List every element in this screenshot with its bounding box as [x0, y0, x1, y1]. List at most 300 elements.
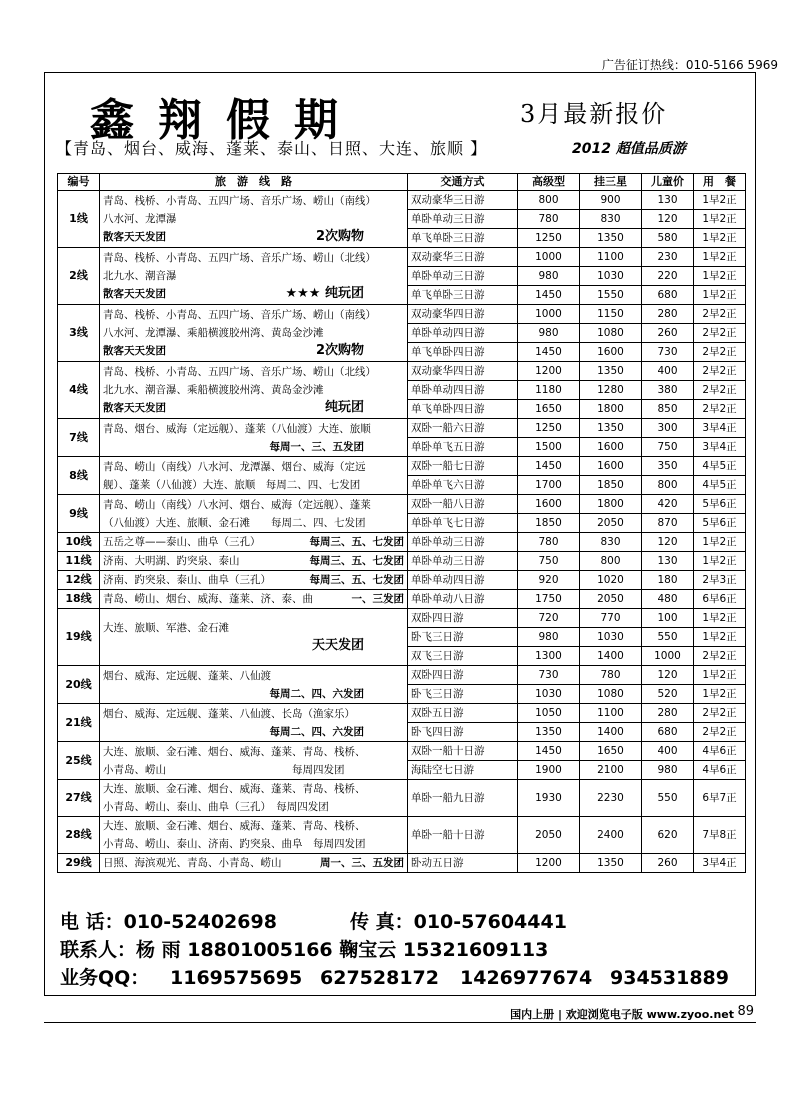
meal-plan: 1早2正: [694, 191, 746, 210]
route-notes: [103, 685, 404, 703]
price-child: 980: [642, 761, 694, 780]
route-code: 11线: [58, 552, 100, 571]
route-code: 7线: [58, 419, 100, 457]
price-three-star: 1650: [580, 742, 642, 761]
price-three-star: 1400: [580, 723, 642, 742]
price-three-star: 1080: [580, 324, 642, 343]
price-premium: 1030: [518, 685, 580, 704]
transport-mode: 双卧五日游: [408, 704, 518, 723]
meal-plan: 2早2正: [694, 647, 746, 666]
price-three-star: 1600: [580, 343, 642, 362]
table-row: [58, 817, 746, 854]
price-premium: 1000: [518, 305, 580, 324]
table-row: [58, 457, 746, 476]
price-three-star: 1850: [580, 476, 642, 495]
route-code: 3线: [58, 305, 100, 362]
transport-mode: 海陆空七日游: [408, 761, 518, 780]
tour-feature-note: 纯玩团: [324, 400, 364, 415]
transport-mode: 单卧单动三日游: [408, 267, 518, 286]
meal-plan: 1早2正: [694, 533, 746, 552]
meal-plan: 1早2正: [694, 210, 746, 229]
price-child: 800: [642, 476, 694, 495]
transport-mode: 单卧单动四日游: [408, 571, 518, 590]
price-child: 1000: [642, 647, 694, 666]
tour-feature-note: 2次购物: [315, 229, 364, 244]
tour-feature-note: ★★★ 纯玩团: [285, 286, 364, 301]
price-premium: 800: [518, 191, 580, 210]
meal-plan: 2早2正: [694, 704, 746, 723]
transport-mode: 双动豪华四日游: [408, 362, 518, 381]
route-line: 济南、大明湖、趵突泉、泰山: [103, 555, 240, 567]
price-premium: 780: [518, 210, 580, 229]
transport-mode: 单卧一船九日游: [408, 780, 518, 817]
route-code: 29线: [58, 854, 100, 873]
route-description: [100, 305, 408, 362]
route-line: 大连、旅顺、金石滩、烟台、威海、蓬莱、青岛、栈桥、: [103, 820, 366, 832]
meal-plan: 4早5正: [694, 476, 746, 495]
price-premium: 920: [518, 571, 580, 590]
route-description: [100, 495, 408, 533]
route-code: 27线: [58, 780, 100, 817]
route-line: 八水河、龙潭瀑: [103, 213, 177, 225]
departure-note: 每周三、五、七发团: [309, 555, 404, 567]
price-premium: 1930: [518, 780, 580, 817]
meal-plan: 2早3正: [694, 571, 746, 590]
price-premium: 1700: [518, 476, 580, 495]
price-three-star: 1100: [580, 704, 642, 723]
route-description: [100, 248, 408, 305]
price-child: 260: [642, 324, 694, 343]
price-three-star: 1400: [580, 647, 642, 666]
transport-mode: 双动豪华三日游: [408, 191, 518, 210]
route-description: [100, 533, 408, 552]
transport-mode: 单卧一船十日游: [408, 817, 518, 854]
price-child: 120: [642, 533, 694, 552]
price-premium: 1450: [518, 286, 580, 305]
meal-plan: 1早2正: [694, 267, 746, 286]
table-row: [58, 362, 746, 381]
table-row: [58, 495, 746, 514]
meal-plan: 4早6正: [694, 742, 746, 761]
route-line: 青岛、崂山、烟台、威海、蓬莱、济、泰、曲: [103, 593, 313, 605]
phone-number: 电 话：010-52402698: [60, 911, 277, 933]
price-child: 230: [642, 248, 694, 267]
contact-line-phone: [60, 908, 750, 936]
transport-mode: 双卧一船六日游: [408, 419, 518, 438]
route-description: [100, 419, 408, 457]
route-line: 青岛、崂山（南线）八水河、烟台、威海（定远舰）、蓬莱: [103, 498, 371, 511]
transport-mode: 单卧单动四日游: [408, 324, 518, 343]
route-description: [100, 780, 408, 817]
meal-plan: 3早4正: [694, 419, 746, 438]
transport-mode: 卧动五日游: [408, 854, 518, 873]
price-three-star: 1350: [580, 362, 642, 381]
transport-mode: 双卧四日游: [408, 666, 518, 685]
route-line: 北九水、潮音瀑: [103, 270, 177, 282]
price-child: 280: [642, 305, 694, 324]
table-row: [58, 854, 746, 873]
price-three-star: 1280: [580, 381, 642, 400]
tour-feature-note: 每周二、四、六发团: [269, 687, 364, 700]
price-three-star: 1030: [580, 267, 642, 286]
column-header: 挂三星: [580, 174, 642, 191]
qq-label: 业务QQ：: [60, 967, 150, 989]
route-notes: [103, 342, 404, 360]
transport-mode: 单飞单卧三日游: [408, 229, 518, 248]
route-line: 小青岛、崂山 每周四发团: [103, 763, 345, 776]
route-code: 10线: [58, 533, 100, 552]
route-description: [100, 609, 408, 666]
price-three-star: 2100: [580, 761, 642, 780]
price-premium: 1450: [518, 343, 580, 362]
table-row: [58, 419, 746, 438]
price-three-star: 830: [580, 210, 642, 229]
price-premium: 1180: [518, 381, 580, 400]
slogan: 2012 超值品质游: [572, 141, 686, 157]
route-code: 4线: [58, 362, 100, 419]
price-child: 100: [642, 609, 694, 628]
price-child: 620: [642, 817, 694, 854]
route-line: 青岛、栈桥、小青岛、五四广场、音乐广场、崂山（南线）: [103, 195, 376, 207]
departure-note: 散客天天发团: [103, 402, 166, 414]
route-line: 小青岛、崂山、泰山、曲阜（三孔） 每周四发团: [103, 801, 329, 813]
table-row: [58, 305, 746, 324]
route-description: [100, 704, 408, 742]
route-line: 大连、旅顺、金石滩、烟台、威海、蓬莱、青岛、栈桥、: [103, 783, 366, 795]
meal-plan: 1早2正: [694, 628, 746, 647]
price-three-star: 830: [580, 533, 642, 552]
meal-plan: 5早6正: [694, 495, 746, 514]
column-header: 编号: [58, 174, 100, 191]
meal-plan: 7早8正: [694, 817, 746, 854]
route-line: 青岛、栈桥、小青岛、五四广场、音乐广场、崂山（南线）: [103, 309, 376, 321]
footer-rule: [44, 1022, 756, 1023]
transport-mode: 卧飞三日游: [408, 685, 518, 704]
price-child: 120: [642, 666, 694, 685]
meal-plan: 1早2正: [694, 286, 746, 305]
route-code: 21线: [58, 704, 100, 742]
route-line: 青岛、烟台、威海（定远舰）、蓬莱（八仙渡）大连、旅顺: [103, 422, 371, 435]
route-code: 25线: [58, 742, 100, 780]
price-three-star: 770: [580, 609, 642, 628]
qq-number: 1426977674: [460, 967, 593, 989]
route-notes: [103, 399, 404, 417]
price-three-star: 900: [580, 191, 642, 210]
table-row: [58, 780, 746, 817]
price-three-star: 2400: [580, 817, 642, 854]
meal-plan: 1早2正: [694, 248, 746, 267]
price-child: 550: [642, 780, 694, 817]
price-premium: 1250: [518, 229, 580, 248]
route-notes: [103, 637, 404, 655]
route-description: [100, 571, 408, 590]
route-code: 2线: [58, 248, 100, 305]
contact-persons: 联系人：杨 雨 18801005166 鞠宝云 15321609113: [60, 939, 549, 961]
meal-plan: 4早6正: [694, 761, 746, 780]
price-premium: 730: [518, 666, 580, 685]
price-premium: 1900: [518, 761, 580, 780]
route-notes: [103, 228, 404, 246]
route-line: 八水河、龙潭瀑、乘船横渡胶州湾、黄岛金沙滩: [103, 327, 324, 339]
ad-hotline: 广告征订热线：010-5166 5969: [601, 58, 778, 72]
meal-plan: 2早2正: [694, 305, 746, 324]
route-code: 12线: [58, 571, 100, 590]
route-line: 大连、旅顺、金石滩、烟台、威海、蓬莱、青岛、栈桥、: [103, 745, 366, 758]
price-premium: 1450: [518, 457, 580, 476]
transport-mode: 双卧一船八日游: [408, 495, 518, 514]
column-header: 交通方式: [408, 174, 518, 191]
price-child: 120: [642, 210, 694, 229]
price-three-star: 1800: [580, 400, 642, 419]
route-line: 青岛、崂山（南线）八水河、龙潭瀑、烟台、威海（定远: [103, 460, 366, 473]
departure-note: 散客天天发团: [103, 288, 166, 300]
route-code: 20线: [58, 666, 100, 704]
transport-mode: 卧飞四日游: [408, 723, 518, 742]
table-row: [58, 571, 746, 590]
route-code: 18线: [58, 590, 100, 609]
transport-mode: 单飞单卧四日游: [408, 343, 518, 362]
price-three-star: 1020: [580, 571, 642, 590]
price-premium: 1750: [518, 590, 580, 609]
meal-plan: 5早6正: [694, 514, 746, 533]
transport-mode: 单卧单动三日游: [408, 533, 518, 552]
table-row: [58, 590, 746, 609]
price-child: 680: [642, 723, 694, 742]
tour-feature-note: 每周一、三、五发团: [269, 440, 364, 453]
footer-text: 国内上册 | 欢迎浏览电子版 www.zyoo.net: [510, 1008, 734, 1021]
route-line: 大连、旅顺、军港、金石滩: [103, 622, 229, 634]
route-line: 烟台、威海、定远舰、蓬莱、八仙渡、长岛（渔家乐）: [103, 707, 355, 720]
route-notes: [103, 723, 404, 741]
transport-mode: 单卧单动三日游: [408, 210, 518, 229]
transport-mode: 双卧一船十日游: [408, 742, 518, 761]
tour-feature-note: 每周二、四、六发团: [269, 725, 364, 738]
price-premium: 1450: [518, 742, 580, 761]
transport-mode: 单卧单动四日游: [408, 381, 518, 400]
price-premium: 1850: [518, 514, 580, 533]
price-child: 420: [642, 495, 694, 514]
price-premium: 1300: [518, 647, 580, 666]
route-line: 日照、海滨观光、青岛、小青岛、崂山: [103, 857, 282, 869]
price-child: 870: [642, 514, 694, 533]
destinations-banner: 【青岛、烟台、威海、蓬莱、泰山、日照、大连、旅顺 】: [56, 139, 488, 158]
brand-title: 鑫翔假期: [90, 95, 362, 146]
transport-mode: 双卧四日游: [408, 609, 518, 628]
price-three-star: 1350: [580, 229, 642, 248]
tour-feature-note: 天天发团: [311, 638, 364, 653]
departure-note: 每周三、五、七发团: [309, 536, 404, 548]
price-three-star: 1350: [580, 419, 642, 438]
price-premium: 1250: [518, 419, 580, 438]
price-three-star: 1080: [580, 685, 642, 704]
meal-plan: 1早2正: [694, 666, 746, 685]
meal-plan: 1早2正: [694, 685, 746, 704]
price-premium: 980: [518, 324, 580, 343]
tour-feature-note: 2次购物: [315, 343, 364, 358]
route-line: 青岛、栈桥、小青岛、五四广场、音乐广场、崂山（北线）: [103, 366, 376, 378]
price-three-star: 780: [580, 666, 642, 685]
price-premium: 750: [518, 552, 580, 571]
price-child: 850: [642, 400, 694, 419]
price-three-star: 1800: [580, 495, 642, 514]
route-notes: [103, 285, 404, 303]
qq-number: 1169575695: [170, 967, 303, 989]
meal-plan: 4早5正: [694, 457, 746, 476]
price-child: 680: [642, 286, 694, 305]
price-premium: 720: [518, 609, 580, 628]
route-line: （八仙渡）大连、旅顺、金石滩 每周二、四、七发团: [103, 516, 366, 529]
meal-plan: 6早7正: [694, 780, 746, 817]
price-premium: 1650: [518, 400, 580, 419]
table-row: [58, 666, 746, 685]
price-three-star: 1350: [580, 854, 642, 873]
price-child: 750: [642, 438, 694, 457]
route-code: 19线: [58, 609, 100, 666]
route-line: 五岳之尊——泰山、曲阜（三孔）: [103, 536, 261, 548]
departure-note: 一、三发团: [351, 593, 404, 605]
route-description: [100, 457, 408, 495]
price-three-star: 800: [580, 552, 642, 571]
price-child: 220: [642, 267, 694, 286]
route-description: [100, 817, 408, 854]
price-three-star: 1150: [580, 305, 642, 324]
route-description: [100, 191, 408, 248]
transport-mode: 双动豪华四日游: [408, 305, 518, 324]
price-premium: 1600: [518, 495, 580, 514]
contact-line-qq: [60, 964, 750, 992]
table-row: [58, 248, 746, 267]
meal-plan: 3早4正: [694, 438, 746, 457]
price-child: 350: [642, 457, 694, 476]
price-premium: 1200: [518, 854, 580, 873]
transport-mode: 单飞单卧三日游: [408, 286, 518, 305]
page-number: 89: [737, 1004, 754, 1019]
table-row: [58, 191, 746, 210]
meal-plan: 2早2正: [694, 343, 746, 362]
route-line: 北九水、潮音瀑、乘船横渡胶州湾、黄岛金沙滩: [103, 384, 324, 396]
transport-mode: 单卧单飞五日游: [408, 438, 518, 457]
route-line: 小青岛、崂山、泰山、济南、趵突泉、曲阜 每周四发团: [103, 838, 366, 850]
meal-plan: 2早2正: [694, 723, 746, 742]
price-child: 380: [642, 381, 694, 400]
price-child: 730: [642, 343, 694, 362]
route-code: 1线: [58, 191, 100, 248]
meal-plan: 2早2正: [694, 362, 746, 381]
meal-plan: 1早2正: [694, 552, 746, 571]
price-premium: 2050: [518, 817, 580, 854]
route-notes: [103, 438, 404, 456]
transport-mode: 单卧单飞六日游: [408, 476, 518, 495]
table-row: [58, 533, 746, 552]
route-description: [100, 590, 408, 609]
route-code: 28线: [58, 817, 100, 854]
column-header: 儿童价: [642, 174, 694, 191]
transport-mode: 双卧一船七日游: [408, 457, 518, 476]
price-child: 520: [642, 685, 694, 704]
price-child: 550: [642, 628, 694, 647]
transport-mode: 单飞单卧四日游: [408, 400, 518, 419]
price-premium: 1000: [518, 248, 580, 267]
price-premium: 980: [518, 628, 580, 647]
departure-note: 散客天天发团: [103, 231, 166, 243]
meal-plan: 2早2正: [694, 400, 746, 419]
price-child: 400: [642, 742, 694, 761]
table-row: [58, 552, 746, 571]
fax-number: 传 真：010-57604441: [350, 911, 567, 933]
price-premium: 1500: [518, 438, 580, 457]
meal-plan: 6早6正: [694, 590, 746, 609]
route-line: 烟台、威海、定远舰、蓬莱、八仙渡: [103, 669, 271, 682]
price-premium: 1350: [518, 723, 580, 742]
price-child: 580: [642, 229, 694, 248]
price-premium: 1050: [518, 704, 580, 723]
price-child: 130: [642, 191, 694, 210]
meal-plan: 3早4正: [694, 854, 746, 873]
price-child: 180: [642, 571, 694, 590]
transport-mode: 单卧单飞七日游: [408, 514, 518, 533]
transport-mode: 双动豪华三日游: [408, 248, 518, 267]
route-description: [100, 552, 408, 571]
column-header: 用 餐: [694, 174, 746, 191]
route-line: 济南、趵突泉、泰山、曲阜（三孔）: [103, 574, 271, 586]
price-child: 280: [642, 704, 694, 723]
price-three-star: 1030: [580, 628, 642, 647]
price-three-star: 2230: [580, 780, 642, 817]
route-line: 舰）、蓬莱（八仙渡）大连、旅顺 每周二、四、七发团: [103, 478, 361, 491]
contact-block: [60, 908, 750, 992]
departure-note: 周一、三、五发团: [320, 857, 404, 869]
price-child: 260: [642, 854, 694, 873]
route-code: 9线: [58, 495, 100, 533]
transport-mode: 单卧单动八日游: [408, 590, 518, 609]
price-child: 400: [642, 362, 694, 381]
transport-mode: 卧飞三日游: [408, 628, 518, 647]
table-row: [58, 742, 746, 761]
route-description: [100, 666, 408, 704]
price-premium: 1200: [518, 362, 580, 381]
price-premium: 780: [518, 533, 580, 552]
route-price-table: [57, 173, 746, 873]
route-description: [100, 362, 408, 419]
price-three-star: 1100: [580, 248, 642, 267]
price-three-star: 1550: [580, 286, 642, 305]
table-row: [58, 704, 746, 723]
transport-mode: 单卧单动三日游: [408, 552, 518, 571]
meal-plan: 1早2正: [694, 609, 746, 628]
price-three-star: 2050: [580, 590, 642, 609]
route-description: [100, 742, 408, 780]
route-line: 青岛、栈桥、小青岛、五四广场、音乐广场、崂山（北线）: [103, 252, 376, 264]
meal-plan: 1早2正: [694, 229, 746, 248]
route-description: [100, 854, 408, 873]
table-body: [58, 191, 746, 873]
qq-number: 627528172: [320, 967, 439, 989]
price-premium: 980: [518, 267, 580, 286]
column-header: 高级型: [518, 174, 580, 191]
price-subtitle: 3月最新报价: [520, 100, 668, 128]
qq-number: 934531889: [610, 967, 729, 989]
price-child: 300: [642, 419, 694, 438]
route-code: 8线: [58, 457, 100, 495]
price-child: 480: [642, 590, 694, 609]
departure-note: 散客天天发团: [103, 345, 166, 357]
meal-plan: 2早2正: [694, 381, 746, 400]
price-child: 130: [642, 552, 694, 571]
price-three-star: 2050: [580, 514, 642, 533]
column-header: 旅 游 线 路: [100, 174, 408, 191]
transport-mode: 双飞三日游: [408, 647, 518, 666]
price-three-star: 1600: [580, 438, 642, 457]
